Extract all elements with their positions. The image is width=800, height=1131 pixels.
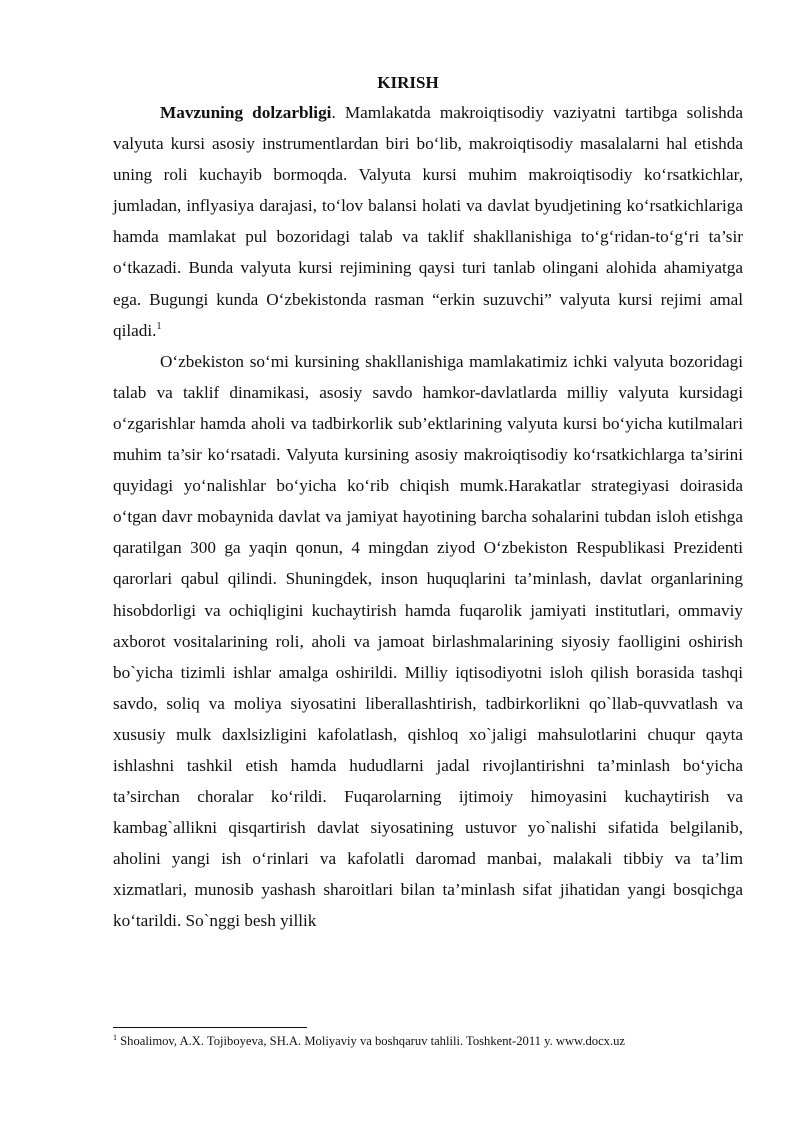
paragraph-lead: Mavzuning dolzarbligi (160, 103, 332, 122)
footnote-divider (113, 1027, 307, 1028)
page-title: KIRISH (377, 73, 439, 92)
paragraph-text: . Mamlakatda makroiqtisodiy vaziyatni tartibga solishda valyuta kursi asosiy instrumentlardan biri bo‘lib, makroiqtisodiy masalalarni hal etishda uning roli kuchayib bormoqda. Valyuta kursi muhim makroiqtisodiy ko‘rsatkichlar, jumladan, inflyasiya darajasi, to‘lov balansi holati va davlat byudjetining ko‘rsatkichlariga hamda mamlakat pul bozoridagi talab va taklif shakllanishiga to‘g‘ridan-to‘g‘ri ta’sir o‘tkazadi. Bunda valyuta kursi rejimining qaysi turi tanlab olingani alohida ahamiyatga ega. Bugungi kunda O‘zbekistonda rasman “erkin suzuvchi” valyuta kursi rejimi amal qiladi. (113, 103, 743, 340)
footnote (113, 1033, 753, 1049)
document-body (113, 72, 743, 937)
footnote-reference[interactable]: 1 (156, 320, 162, 332)
footnote-text: Shoalimov, A.X. Tojiboyeva, SH.A. Moliyaviy va boshqaruv tahlili. Toshkent-2011 y. www.docx.uz (117, 1034, 626, 1048)
paragraph-relevance (113, 97, 743, 346)
paragraph-exchange-rate: O‘zbekiston so‘mi kursining shakllanishiga mamlakatimiz ichki valyuta bozoridagi talab va taklif dinamikasi, asosiy savdo hamkor-davlatlarda milliy valyuta kursidagi o‘zgarishlar hamda aholi va tadbirkorlik sub’ektlarining valyuta kursi bo‘yicha kutilmalari muhim ta’sir ko‘rsatadi. Valyuta kursining asosiy makroiqtisodiy ko‘rsatkichlarga ta’sirini quyidagi yo‘nalishlar bo‘yicha ko‘rib chiqish mumk.Harakatlar strategiyasi doirasida o‘tgan davr mobaynida davlat va jamiyat hayotining barcha sohalarini tubdan isloh etishga qaratilgan 300 ga yaqin qonun, 4 mingdan ziyod O‘zbekiston Respublikasi Prezidenti qarorlari qabul qilindi. Shuningdek, inson huquqlarini ta’minlash, davlat organlarining hisobdorligi va ochiqligini kuchaytirish hamda fuqarolik jamiyati institutlari, ommaviy axborot vositalarining roli, aholi va jamoat birlashmalarining siyosiy faolligini oshirish bo`yicha tizimli ishlar amalga oshirildi. Milliy iqtisodiyotni isloh qilish borasida tashqi savdo, soliq va moliya siyosatini liberallashtirish, tadbirkorlikni qo`llab-quvvatlash va xususiy mulk daxlsizligini kafolatlash, qishloq xo`jaligi mahsulotlarini chuqur qayta ishlashni tashkil etish hamda hududlarni jadal rivojlantirishni ta’minlash bo‘yicha ta’sirchan choralar ko‘rildi. Fuqarolarning ijtimoiy himoyasini kuchaytirish va kambag`allikni qisqartirish davlat siyosatining ustuvor yo`nalishi sifatida belgilanib, aholini yangi ish o‘rinlari va kafolatli daromad manbai, malakali tibbiy va ta’lim xizmatlari, munosib yashash sharoitlari bilan ta’minlash sifat jihatidan yangi bosqichga ko‘tarildi. So`nggi besh yillik (113, 351, 743, 931)
footnote-marker: 1 (113, 1033, 117, 1042)
